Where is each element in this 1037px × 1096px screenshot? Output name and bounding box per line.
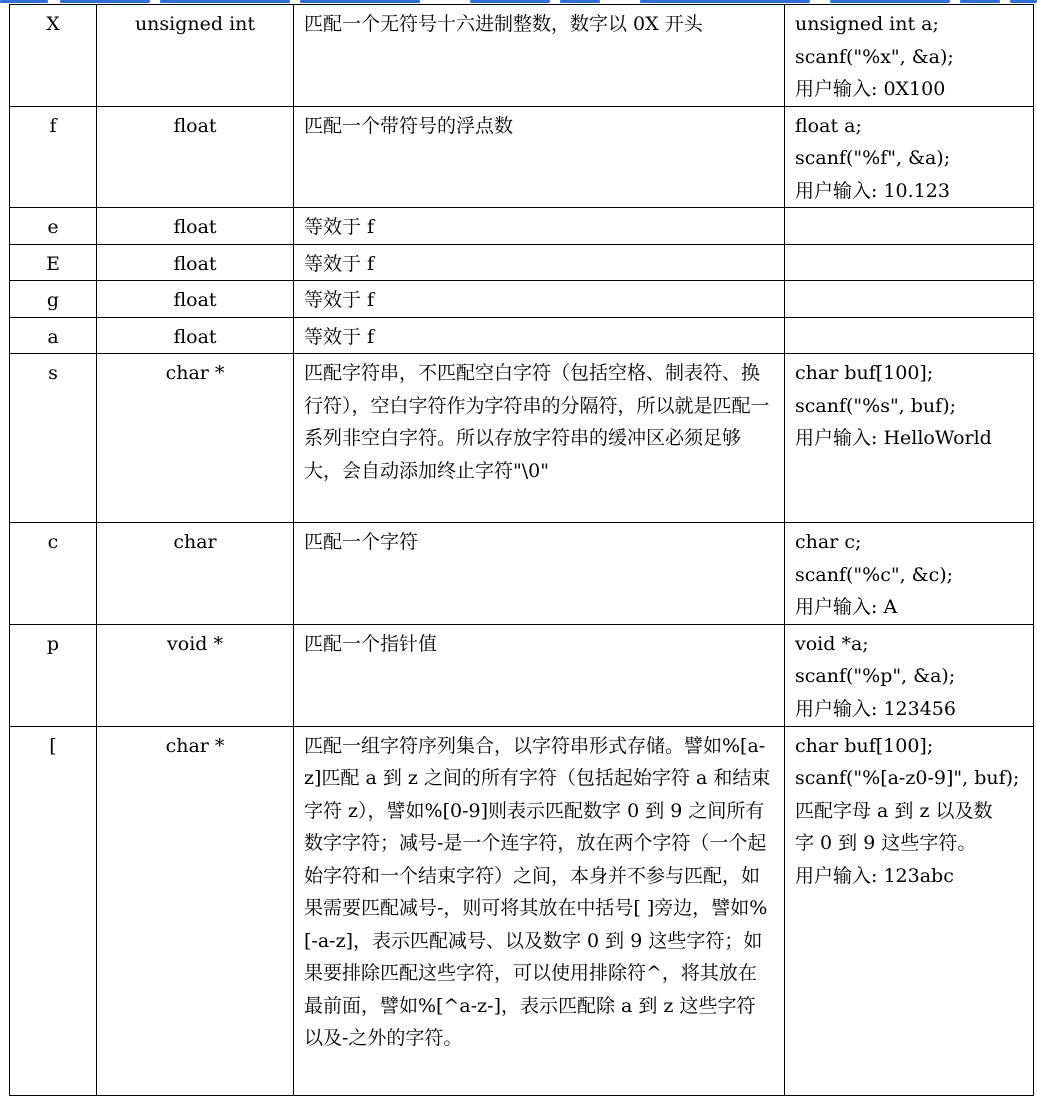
example — [785, 317, 1034, 354]
table-row — [10, 5, 1034, 107]
arg-type: float — [97, 244, 294, 281]
example — [785, 354, 1034, 523]
example-line: scanf("%p", &a); — [795, 665, 956, 687]
arg-type: float — [97, 281, 294, 318]
example — [785, 244, 1034, 281]
table-row — [10, 106, 1034, 208]
description: 等效于 f — [294, 317, 785, 354]
example — [785, 281, 1034, 318]
arg-type: float — [97, 106, 294, 208]
table-row — [10, 726, 1034, 1095]
format-char: [ — [10, 726, 97, 1095]
example-line: scanf("%c", &c); — [795, 563, 954, 586]
example-line: scanf("%s", buf); — [795, 394, 957, 417]
example-line: unsigned int a; — [795, 13, 939, 35]
format-char: p — [10, 624, 97, 726]
example — [785, 624, 1034, 726]
format-char: f — [10, 106, 97, 208]
table-row — [10, 523, 1034, 625]
table-row — [10, 317, 1034, 354]
format-char: X — [10, 5, 97, 107]
format-specifier-table — [9, 4, 1034, 1096]
example-line: 匹配字母 a 到 z 以及数 — [795, 799, 993, 822]
description: 匹配一个带符号的浮点数 — [294, 106, 785, 208]
arg-type: char * — [97, 726, 294, 1095]
format-char: E — [10, 244, 97, 281]
description: 匹配一个指针值 — [294, 624, 785, 726]
example-line: 用户输入: HelloWorld — [795, 427, 992, 449]
arg-type: char — [97, 523, 294, 625]
example — [785, 523, 1034, 625]
table-row — [10, 244, 1034, 281]
format-char: e — [10, 208, 97, 245]
example-line: scanf("%f", &a); — [795, 147, 951, 169]
description: 匹配一个无符号十六进制整数，数字以 0X 开头 — [294, 5, 785, 107]
arg-type: unsigned int — [97, 5, 294, 107]
description: 匹配字符串，不匹配空白字符（包括空格、制表符、换行符），空白字符作为字符串的分隔符，所以就是匹配一系列非空白字符。所以存放字符串的缓冲区必须足够大，会自动添加终止字符"\0" — [294, 354, 785, 523]
table-row — [10, 208, 1034, 245]
example-line: scanf("%x", &a); — [795, 45, 954, 68]
example — [785, 5, 1034, 107]
example — [785, 106, 1034, 208]
format-char: c — [10, 523, 97, 625]
arg-type: float — [97, 317, 294, 354]
table-row — [10, 281, 1034, 318]
example-line: 用户输入: 0X100 — [795, 78, 946, 100]
example-line: 用户输入: A — [795, 596, 898, 618]
example-line: scanf("%[a-z0-9]", buf); — [795, 767, 1020, 789]
table-row — [10, 354, 1034, 523]
example-line: float a; — [795, 114, 862, 137]
example-line: 用户输入: 123456 — [795, 697, 956, 720]
example-line: 字 0 到 9 这些字符。 — [795, 832, 977, 854]
arg-type: float — [97, 208, 294, 245]
example-line: char buf[100]; — [795, 362, 934, 384]
format-char: g — [10, 281, 97, 318]
example-line: 用户输入: 10.123 — [795, 179, 950, 202]
example — [785, 726, 1034, 1095]
description: 等效于 f — [294, 208, 785, 245]
arg-type: char * — [97, 354, 294, 523]
example-line: char c; — [795, 531, 862, 553]
example-line: 用户输入: 123abc — [795, 864, 954, 887]
format-char: s — [10, 354, 97, 523]
format-char: a — [10, 317, 97, 354]
example — [785, 208, 1034, 245]
description: 等效于 f — [294, 244, 785, 281]
table-row — [10, 624, 1034, 726]
description: 等效于 f — [294, 281, 785, 318]
example-line: char buf[100]; — [795, 734, 934, 757]
arg-type: void * — [97, 624, 294, 726]
example-line: void *a; — [795, 632, 869, 655]
description: 匹配一个字符 — [294, 523, 785, 625]
description: 匹配一组字符序列集合，以字符串形式存储。譬如%[a-z]匹配 a 到 z 之间的所有字符（包括起始字符 a 和结束字符 z），譬如%[0-9]则表示匹配数字 0 到 9 之间所有数字字符；减号-是一个连字符，放在两个字符（一个起始字符和一个结束字符）之间，本身并不参与匹配，如果需要匹配减号-，则可将其放在中括号[ ]旁边，譬如%[-a-z]，表示匹配减号、以及数字 0 到 9 这些字符；如果要排除匹配这些字符，可以使用排除符^，将其放在最前面，譬如%[^a-z-]，表示匹配除 a 到 z 这些字符以及-之外的字符。 — [294, 726, 785, 1095]
